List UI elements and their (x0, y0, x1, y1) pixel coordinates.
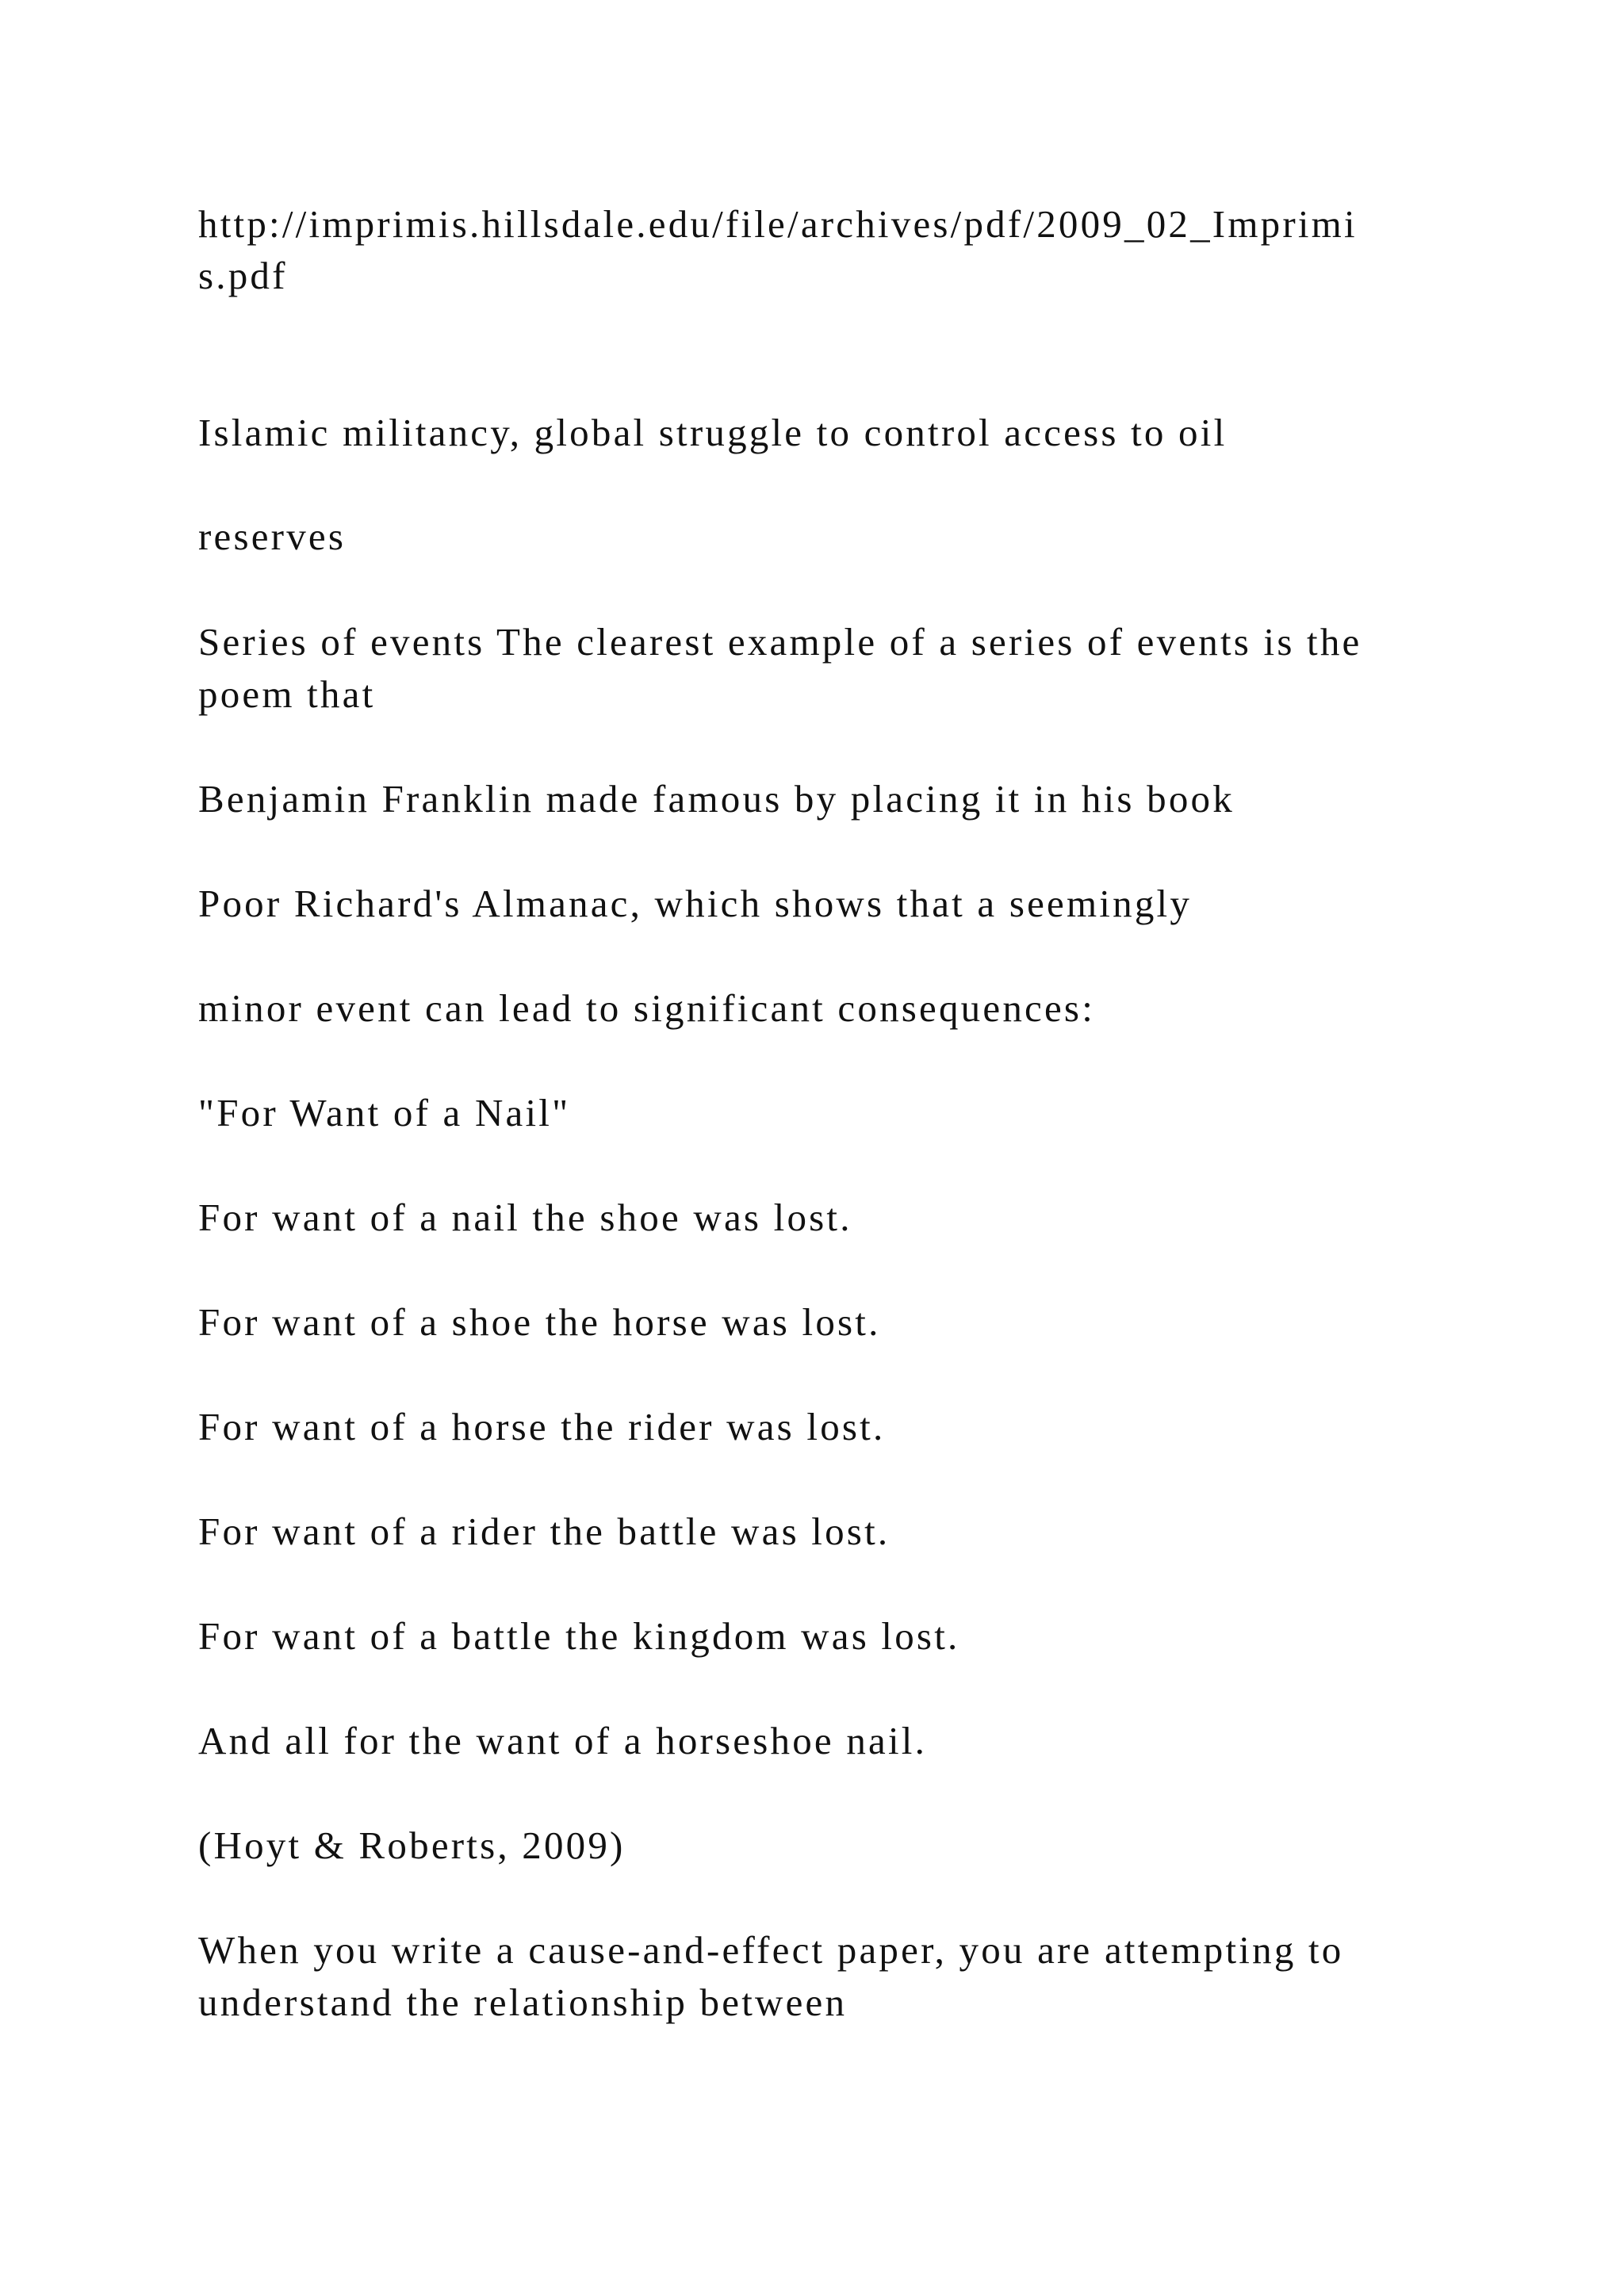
text-line: poem that (198, 672, 376, 716)
text-line: minor event can lead to significant consequences: (198, 986, 1096, 1030)
poem-title: "For Want of a Nail" (198, 1091, 571, 1135)
citation: (Hoyt & Roberts, 2009) (198, 1823, 626, 1867)
text-line: reserves (198, 515, 347, 558)
poem-line: For want of a rider the battle was lost. (198, 1510, 891, 1553)
text-line: Islamic militancy, global struggle to control access to oil (198, 411, 1228, 454)
poem-line: For want of a battle the kingdom was lost. (198, 1614, 960, 1658)
text-line: Benjamin Franklin made famous by placing it in his book (198, 777, 1235, 821)
text-line: Series of events The clearest example of a series of events is the (198, 620, 1362, 664)
text-line: When you write a cause-and-effect paper, you are attempting to (198, 1928, 1344, 1972)
poem-line: For want of a nail the shoe was lost. (198, 1196, 852, 1239)
source-url-line-1: http://imprimis.hillsdale.edu/file/archives/pdf/2009_02_Imprimi (198, 202, 1358, 246)
text-line: Poor Richard's Almanac, which shows that a seemingly (198, 882, 1193, 925)
poem-line: For want of a horse the rider was lost. (198, 1405, 886, 1448)
text-line: understand the relationship between (198, 1980, 848, 2024)
poem-line: And all for the want of a horseshoe nail. (198, 1719, 928, 1762)
source-url-line-2: s.pdf (198, 254, 288, 297)
poem-line: For want of a shoe the horse was lost. (198, 1300, 881, 1344)
